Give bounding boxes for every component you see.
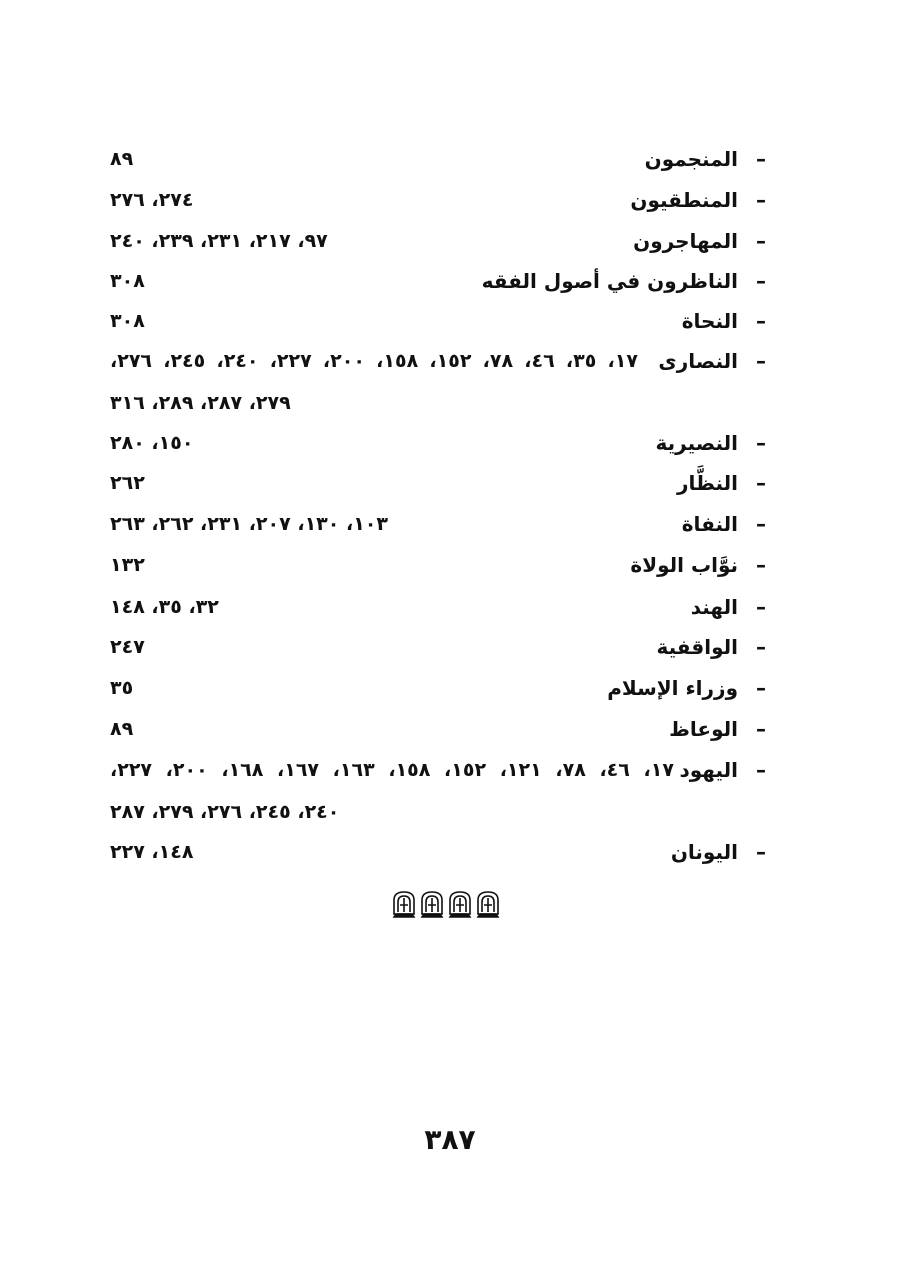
entry-dash: –	[756, 471, 766, 495]
entry-dash: –	[756, 147, 766, 171]
entry-dash: –	[756, 309, 766, 333]
entry-term: الناظرون في أصول الفقه	[481, 269, 738, 293]
index-entry	[110, 183, 766, 217]
entry-pages: ٢٧٤، ٢٧٦	[110, 189, 194, 211]
entry-pages-continuation: ٢٧٩، ٢٨٧، ٢٨٩، ٣١٦	[110, 392, 291, 414]
entry-pages: ٨٩	[110, 718, 134, 740]
entry-dash: –	[756, 840, 766, 864]
entry-pages: ٣٠٨	[110, 270, 145, 292]
index-entry	[110, 264, 766, 298]
entry-dash: –	[756, 635, 766, 659]
index-entry	[110, 344, 766, 378]
entry-term: وزراء الإسلام	[607, 676, 738, 700]
index-entry	[110, 548, 766, 582]
index-entry	[110, 304, 766, 338]
page-number: ٣٨٧	[424, 1123, 476, 1156]
entry-term: الهند	[690, 595, 738, 619]
entry-term: النصيرية	[655, 431, 738, 455]
entry-dash: –	[756, 431, 766, 455]
entry-pages: ٣٠٨	[110, 310, 145, 332]
entry-pages: ١٧، ٣٥، ٤٦، ٧٨، ١٥٢، ١٥٨، ٢٠٠، ٢٢٧، ٢٤٠، ٢٤٥، ٢٧٦،	[110, 350, 638, 372]
entry-term: النظَّار	[676, 471, 738, 495]
entry-pages: ١٧، ٤٦، ٧٨، ١٢١، ١٥٢، ١٥٨، ١٦٣، ١٦٧، ١٦٨، ٢٠٠، ٢٢٧،	[110, 759, 674, 781]
entry-term: النحاة	[681, 309, 738, 333]
entry-term: المهاجرون	[633, 229, 738, 253]
index-entry	[110, 671, 766, 705]
index-entry	[110, 426, 766, 460]
entry-pages: ٣٥	[110, 677, 134, 699]
index-entry	[110, 590, 766, 624]
entry-pages: ٩٧، ٢١٧، ٢٣١، ٢٣٩، ٢٤٠	[110, 230, 328, 252]
entry-pages: ٢٦٢	[110, 472, 145, 494]
index-entry	[110, 507, 766, 541]
entry-pages: ١٠٣، ١٣٠، ٢٠٧، ٢٣١، ٢٦٢، ٢٦٣	[110, 513, 388, 535]
entry-pages: ١٥٠، ٢٨٠	[110, 432, 194, 454]
floral-ornament-icon	[390, 888, 506, 918]
index-entry	[110, 712, 766, 746]
entry-pages: ١٤٨، ٢٢٧	[110, 841, 194, 863]
entry-dash: –	[756, 676, 766, 700]
index-entry	[110, 224, 766, 258]
entry-dash: –	[756, 349, 766, 373]
entry-term: النفاة	[681, 512, 738, 536]
entry-pages: ٣٢، ٣٥، ١٤٨	[110, 596, 219, 618]
index-entry	[110, 753, 766, 787]
entry-pages: ٨٩	[110, 148, 134, 170]
entry-term: المنجمون	[644, 147, 738, 171]
index-entry	[110, 142, 766, 176]
entry-dash: –	[756, 512, 766, 536]
entry-pages: ١٣٢	[110, 554, 145, 576]
entry-pages-continuation: ٢٤٠، ٢٤٥، ٢٧٦، ٢٧٩، ٢٨٧	[110, 801, 340, 823]
entry-term: المنطقيون	[630, 188, 738, 212]
entry-dash: –	[756, 553, 766, 577]
index-entry	[110, 835, 766, 869]
entry-pages: ٢٤٧	[110, 636, 145, 658]
entry-term: اليهود	[679, 758, 738, 782]
entry-term: نوَّاب الولاة	[630, 553, 738, 577]
entry-dash: –	[756, 595, 766, 619]
entry-term: النصارى	[658, 349, 738, 373]
index-entry	[110, 630, 766, 664]
entry-dash: –	[756, 188, 766, 212]
entry-term: اليونان	[670, 840, 738, 864]
entry-dash: –	[756, 229, 766, 253]
entry-dash: –	[756, 717, 766, 741]
entry-term: الواقفية	[656, 635, 738, 659]
index-entry	[110, 466, 766, 500]
entry-dash: –	[756, 758, 766, 782]
entry-dash: –	[756, 269, 766, 293]
entry-term: الوعاظ	[669, 717, 738, 741]
